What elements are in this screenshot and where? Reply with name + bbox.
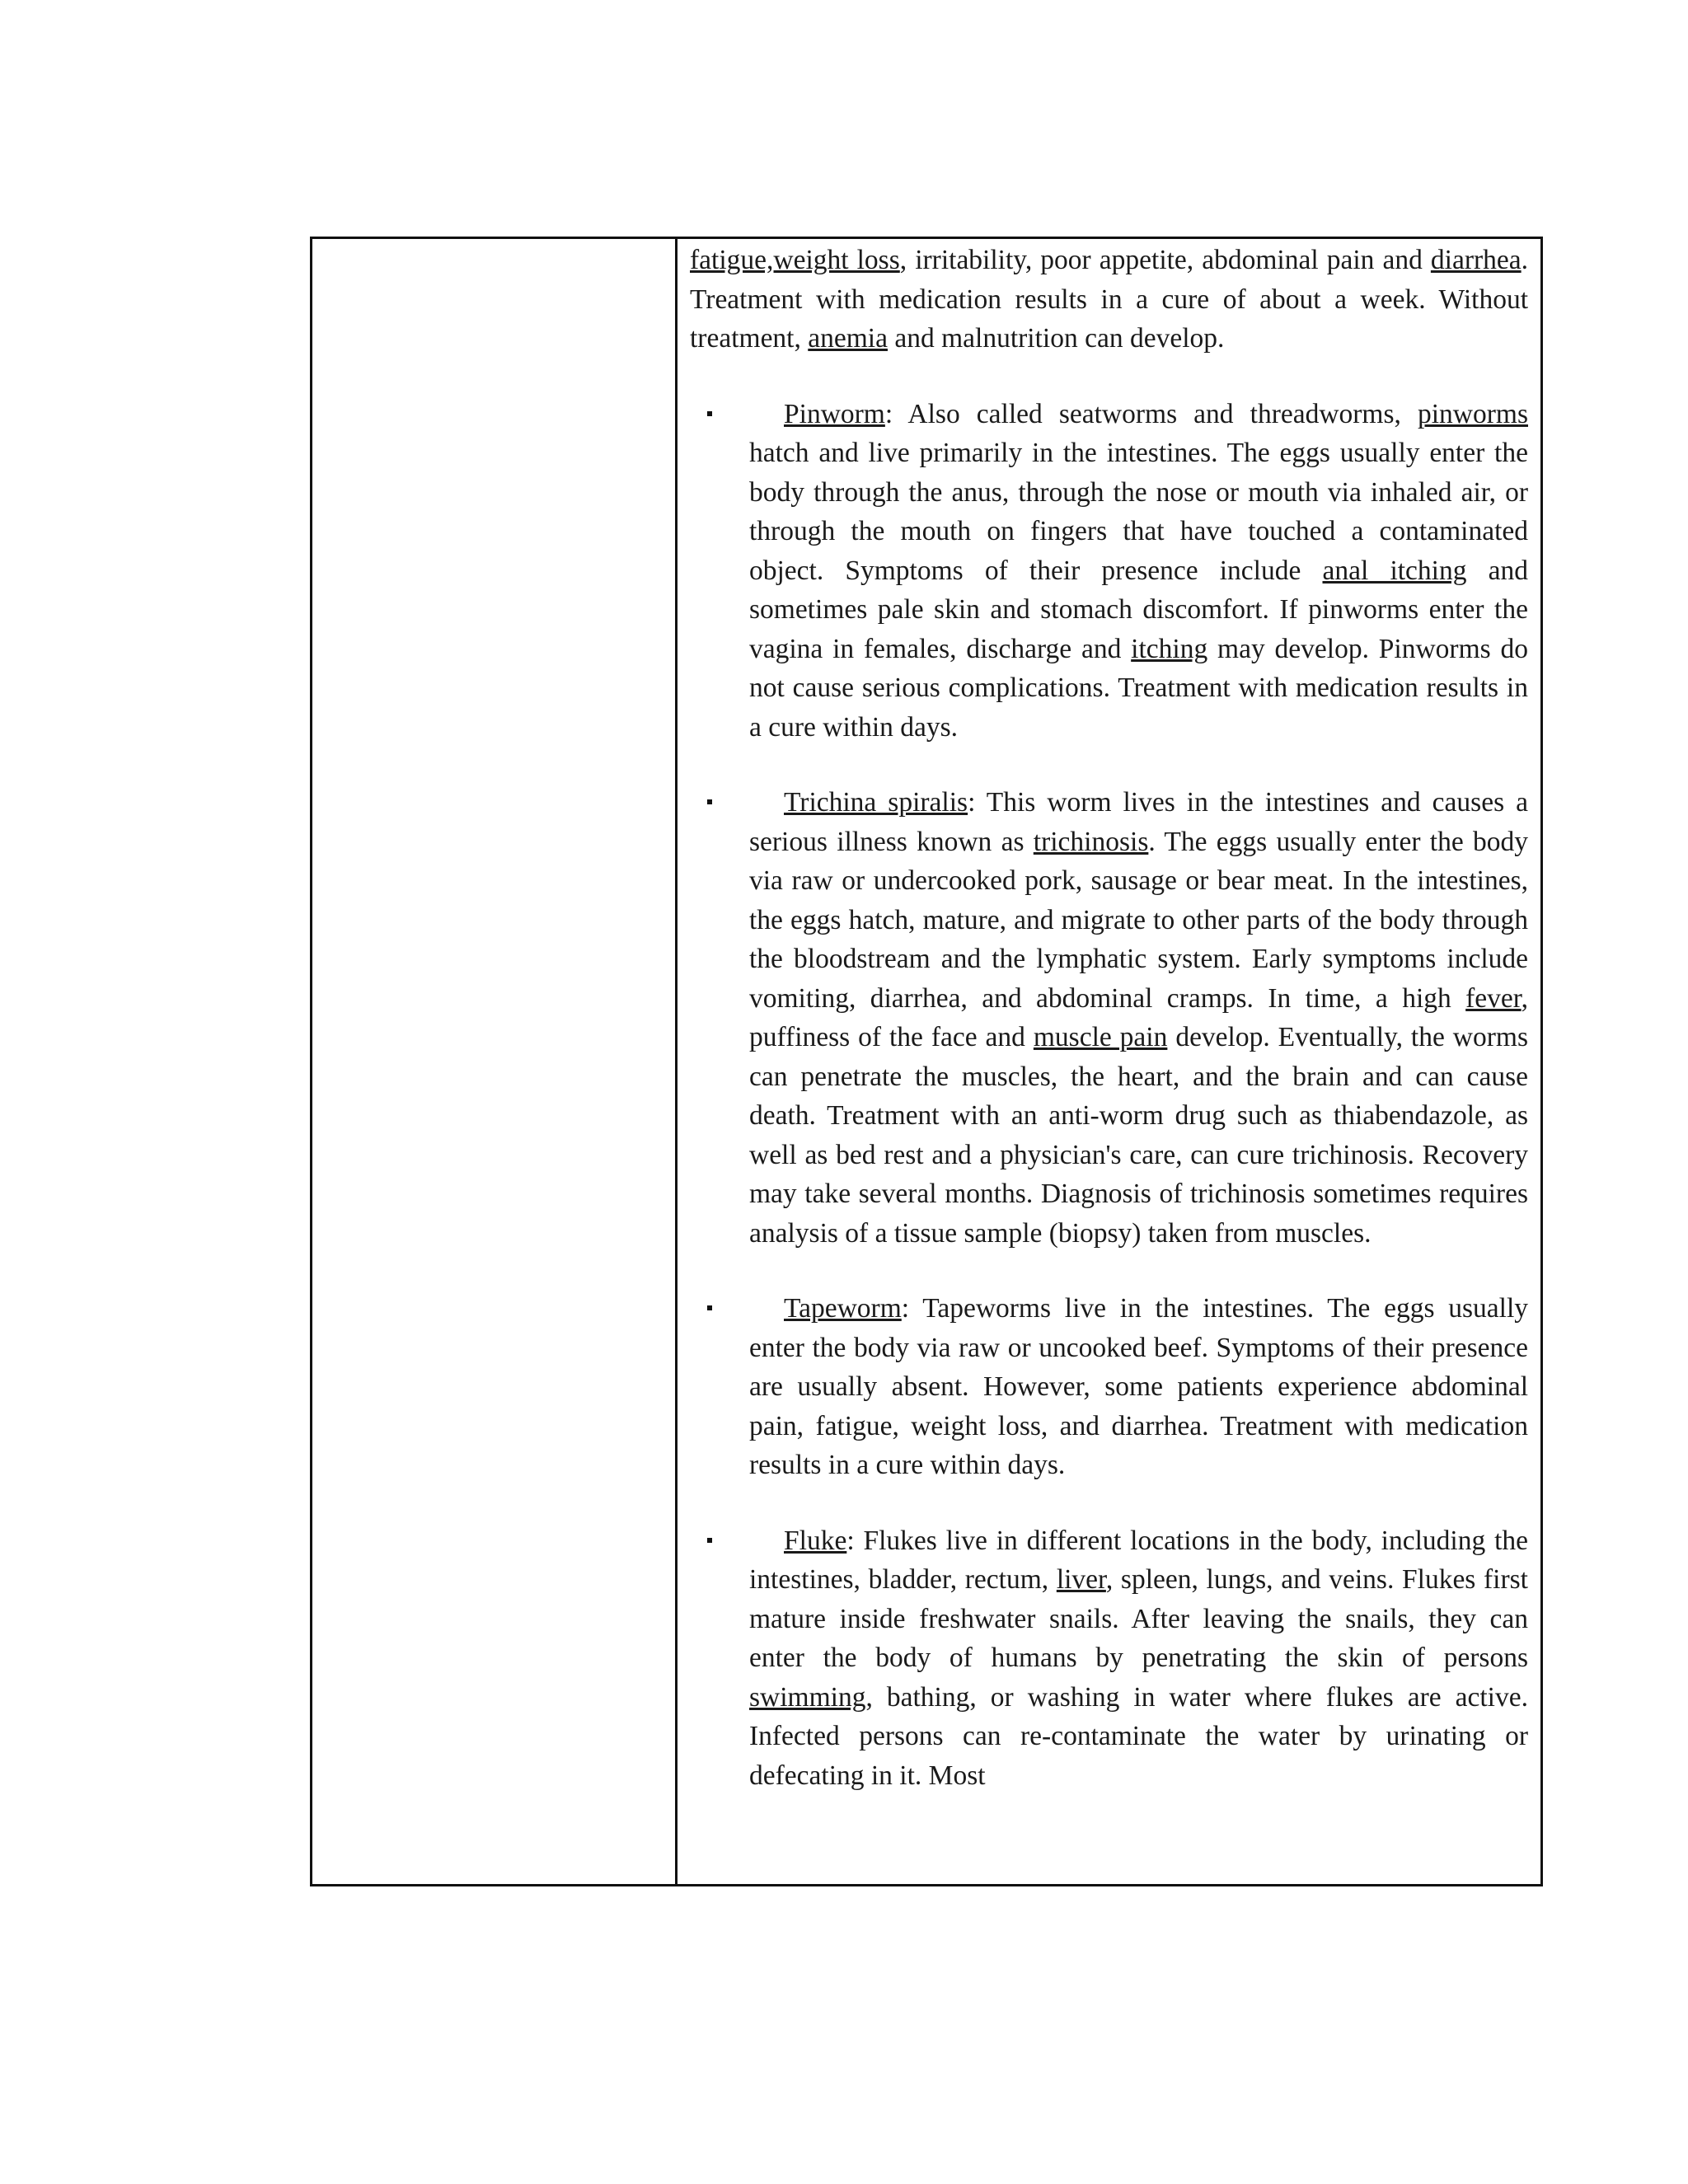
content-table: [310, 237, 1543, 1886]
trichina-link-muscle-pain[interactable]: muscle pain: [1033, 1022, 1168, 1052]
trichina-link-trichinosis[interactable]: trichinosis: [1033, 826, 1149, 857]
intro-link-diarrhea[interactable]: diarrhea: [1430, 245, 1522, 275]
bullet-icon: [707, 1538, 712, 1543]
fluke-text-2: , spleen, lungs, and veins. Flukes first mature inside freshwater snails. After leaving the snails, they can enter the body of humans by penetrating the skin of persons: [749, 1564, 1528, 1673]
fluke-link-liver[interactable]: liver: [1056, 1564, 1106, 1595]
list-item-trichina: [690, 783, 1528, 1253]
fluke-text-1: : Flukes live in different locations in the body, including the intestines, bladder, rectum,: [749, 1525, 1528, 1595]
intro-link-fatigue[interactable]: fatigue,weight loss: [690, 245, 900, 275]
tapeworm-text-1: : Tapeworms live in the intestines. The eggs usually enter the body via raw or uncooked beef. Symptoms of their presence are usually absent. However, some patients experience abdominal pain, fatigue, weight loss, and diarrhea. Treatment with medication results in a cure within days.: [749, 1293, 1528, 1480]
trichina-link-fever[interactable]: fever: [1465, 982, 1522, 1014]
pinworm-paragraph: [749, 395, 1528, 748]
list-item-fluke: [690, 1521, 1528, 1796]
intro-text-1: , irritability, poor appetite, abdominal pain and: [899, 245, 1431, 275]
pinworm-text-2: hatch and live primarily in the intestines. The eggs usually enter the body through the anus, through the nose or mouth via inhaled air, or through the mouth on fingers that have touched a contaminated object. Symptoms of their presence include: [749, 438, 1528, 586]
bullet-icon: [707, 1305, 712, 1310]
trichina-text-1: : This worm lives in the intestines and causes a serious illness known as: [749, 787, 1528, 857]
trichina-term[interactable]: Trichina spiralis: [784, 787, 968, 818]
trichina-paragraph: [749, 783, 1528, 1253]
list-item-pinworm: [690, 395, 1528, 748]
fluke-link-swimming[interactable]: swimming: [749, 1681, 866, 1713]
pinworm-link-anal-itching[interactable]: anal itching: [1322, 555, 1467, 586]
table-right-cell: [678, 239, 1540, 1884]
intro-text-3: and malnutrition can develop.: [887, 323, 1225, 354]
tapeworm-term[interactable]: Tapeworm: [784, 1293, 902, 1324]
fluke-paragraph: [749, 1521, 1528, 1796]
bullet-icon: [707, 411, 712, 416]
fluke-term[interactable]: Fluke: [784, 1525, 847, 1556]
pinworm-term[interactable]: Pinworm: [784, 398, 885, 429]
pinworm-link-pinworms[interactable]: pinworms: [1418, 398, 1528, 429]
tapeworm-paragraph: [749, 1289, 1528, 1485]
pinworm-text-1: : Also called seatworms and threadworms,: [884, 398, 1418, 429]
pinworm-text-3: and sometimes pale skin and stomach discomfort. If pinworms enter the vagina in females, discharge and: [749, 555, 1528, 664]
trichina-text-2: . The eggs usually enter the body via raw or undercooked pork, sausage or bear meat. In the intestines, the eggs hatch, mature, and migrate to other parts of the body through the bloodstream and the lymphatic system. Early symptoms include vomiting, diarrhea, and abdominal cramps. In time, a high: [749, 826, 1528, 1014]
worm-list: [690, 395, 1528, 1796]
trichina-text-4: develop. Eventually, the worms can penetrate the muscles, the heart, and the brain and can cause death. Treatment with an anti-worm drug such as thiabendazole, as well as bed rest and a physician's care, can cure trichinosis. Recovery may take several months. Diagnosis of trichinosis sometimes requires analysis of a tissue sample (biopsy) taken from muscles.: [749, 1022, 1528, 1249]
table-left-cell: [312, 239, 678, 1884]
list-item-tapeworm: [690, 1289, 1528, 1485]
intro-text-2: . Treatment with medication results in a cure of about a week. Without treatment,: [690, 245, 1528, 354]
trichina-text-3: , puffiness of the face and: [749, 982, 1528, 1052]
pinworm-text-4: may develop. Pinworms do not cause serious complications. Treatment with medication results in a cure within days.: [749, 633, 1528, 743]
pinworm-link-itching[interactable]: itching: [1131, 633, 1208, 664]
fluke-text-3: , bathing, or washing in water where flukes are active. Infected persons can re-contaminate the water by urinating or defecating in it. Most: [749, 1681, 1528, 1791]
bullet-icon: [707, 799, 712, 804]
intro-link-anemia[interactable]: anemia: [808, 323, 888, 354]
intro-paragraph: [690, 241, 1528, 359]
